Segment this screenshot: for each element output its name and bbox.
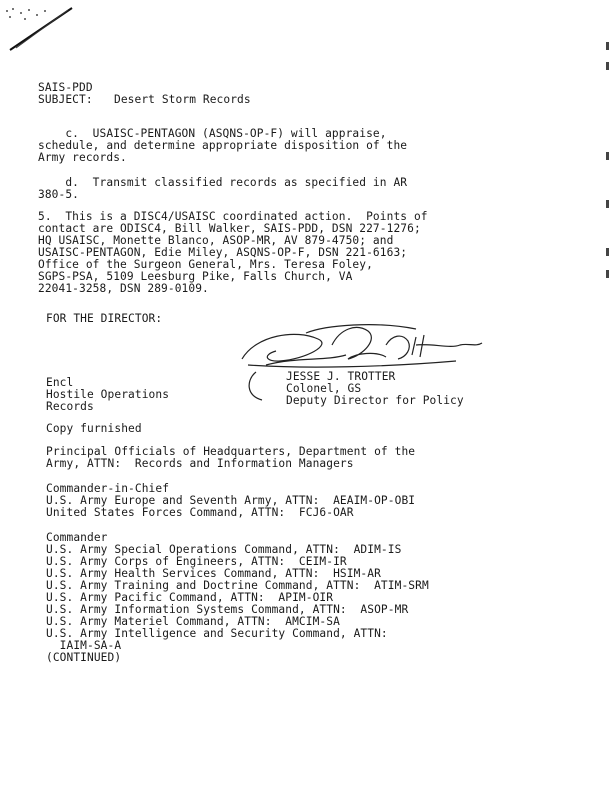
commander-line: U.S. Army Information Systems Command, ATTN: ASOP-MR <box>46 603 409 616</box>
scan-edge-mark <box>606 42 609 50</box>
commander-line: U.S. Army Health Services Command, ATTN: HSIM-AR <box>46 567 381 580</box>
signer-name: JESSE J. TROTTER <box>286 370 396 383</box>
commander-heading: Commander <box>46 531 108 544</box>
scan-edge-mark <box>606 152 609 160</box>
paragraph-5-line: 5. This is a DISC4/USAISC coordinated action. Points of <box>38 210 428 223</box>
signer-title: Deputy Director for Policy <box>286 394 464 407</box>
paragraph-5-line: contact are ODISC4, Bill Walker, SAIS-PDD, DSN 227-1276; <box>38 222 421 235</box>
commander-line: U.S. Army Training and Doctrine Command, ATTN: ATIM-SRM <box>46 579 429 592</box>
commander-line: U.S. Army Materiel Command, ATTN: AMCIM-SA <box>46 615 340 628</box>
scan-edge-mark <box>606 270 609 278</box>
commander-line: U.S. Army Special Operations Command, ATTN: ADIM-IS <box>46 543 402 556</box>
cinc-heading: Commander-in-Chief <box>46 482 170 495</box>
for-the-director: FOR THE DIRECTOR: <box>46 312 163 325</box>
cinc-line: U.S. Army Europe and Seventh Army, ATTN: AEAIM-OP-OBI <box>46 494 416 507</box>
paragraph-c-line: Army records. <box>38 151 127 164</box>
scan-corner-mark <box>0 0 90 60</box>
paragraph-5-line: Office of the Surgeon General, Mrs. Teresa Foley, <box>38 258 373 271</box>
paragraph-5-line: SGPS-PSA, 5109 Leesburg Pike, Falls Church, VA <box>38 270 353 283</box>
continued-marker: (CONTINUED) <box>46 651 122 664</box>
scan-edge-mark <box>606 248 609 256</box>
scan-edge-mark <box>606 200 609 208</box>
paragraph-d-line: d. Transmit classified records as specified in AR <box>38 176 408 189</box>
principal-officials-line: Army, ATTN: Records and Information Managers <box>46 457 354 470</box>
commander-line: IAIM-SA-A <box>46 639 122 652</box>
principal-officials-line: Principal Officials of Headquarters, Department of the <box>46 445 416 458</box>
cinc-line: United States Forces Command, ATTN: FCJ6-OAR <box>46 506 354 519</box>
paragraph-c-line: schedule, and determine appropriate disposition of the <box>38 139 408 152</box>
office-symbol: SAIS-PDD <box>38 81 93 94</box>
paragraph-5-line: 22041-3258, DSN 289-0109. <box>38 282 209 295</box>
enclosure-line: Records <box>46 400 94 413</box>
signer-rank: Colonel, GS <box>286 382 362 395</box>
paragraph-5-line: HQ USAISC, Monette Blanco, ASOP-MR, AV 879-4750; and <box>38 234 394 247</box>
commander-line: U.S. Army Corps of Engineers, ATTN: CEIM-IR <box>46 555 347 568</box>
signature-bracket <box>244 370 266 404</box>
commander-line: U.S. Army Pacific Command, ATTN: APIM-OIR <box>46 591 334 604</box>
subject-text: Desert Storm Records <box>114 93 251 106</box>
copy-furnished: Copy furnished <box>46 422 142 435</box>
paragraph-c-line: c. USAISC-PENTAGON (ASQNS-OP-F) will appraise, <box>38 127 387 140</box>
enclosure-line: Hostile Operations <box>46 388 170 401</box>
paragraph-5-line: USAISC-PENTAGON, Edie Miley, ASQNS-OP-F, DSN 221-6163; <box>38 246 408 259</box>
subject-label: SUBJECT: <box>38 93 93 106</box>
enclosure-line: Encl <box>46 376 74 389</box>
paragraph-d-line: 380-5. <box>38 188 80 201</box>
commander-line: U.S. Army Intelligence and Security Command, ATTN: <box>46 627 388 640</box>
handwritten-signature <box>236 315 486 377</box>
scan-edge-mark <box>606 62 609 70</box>
